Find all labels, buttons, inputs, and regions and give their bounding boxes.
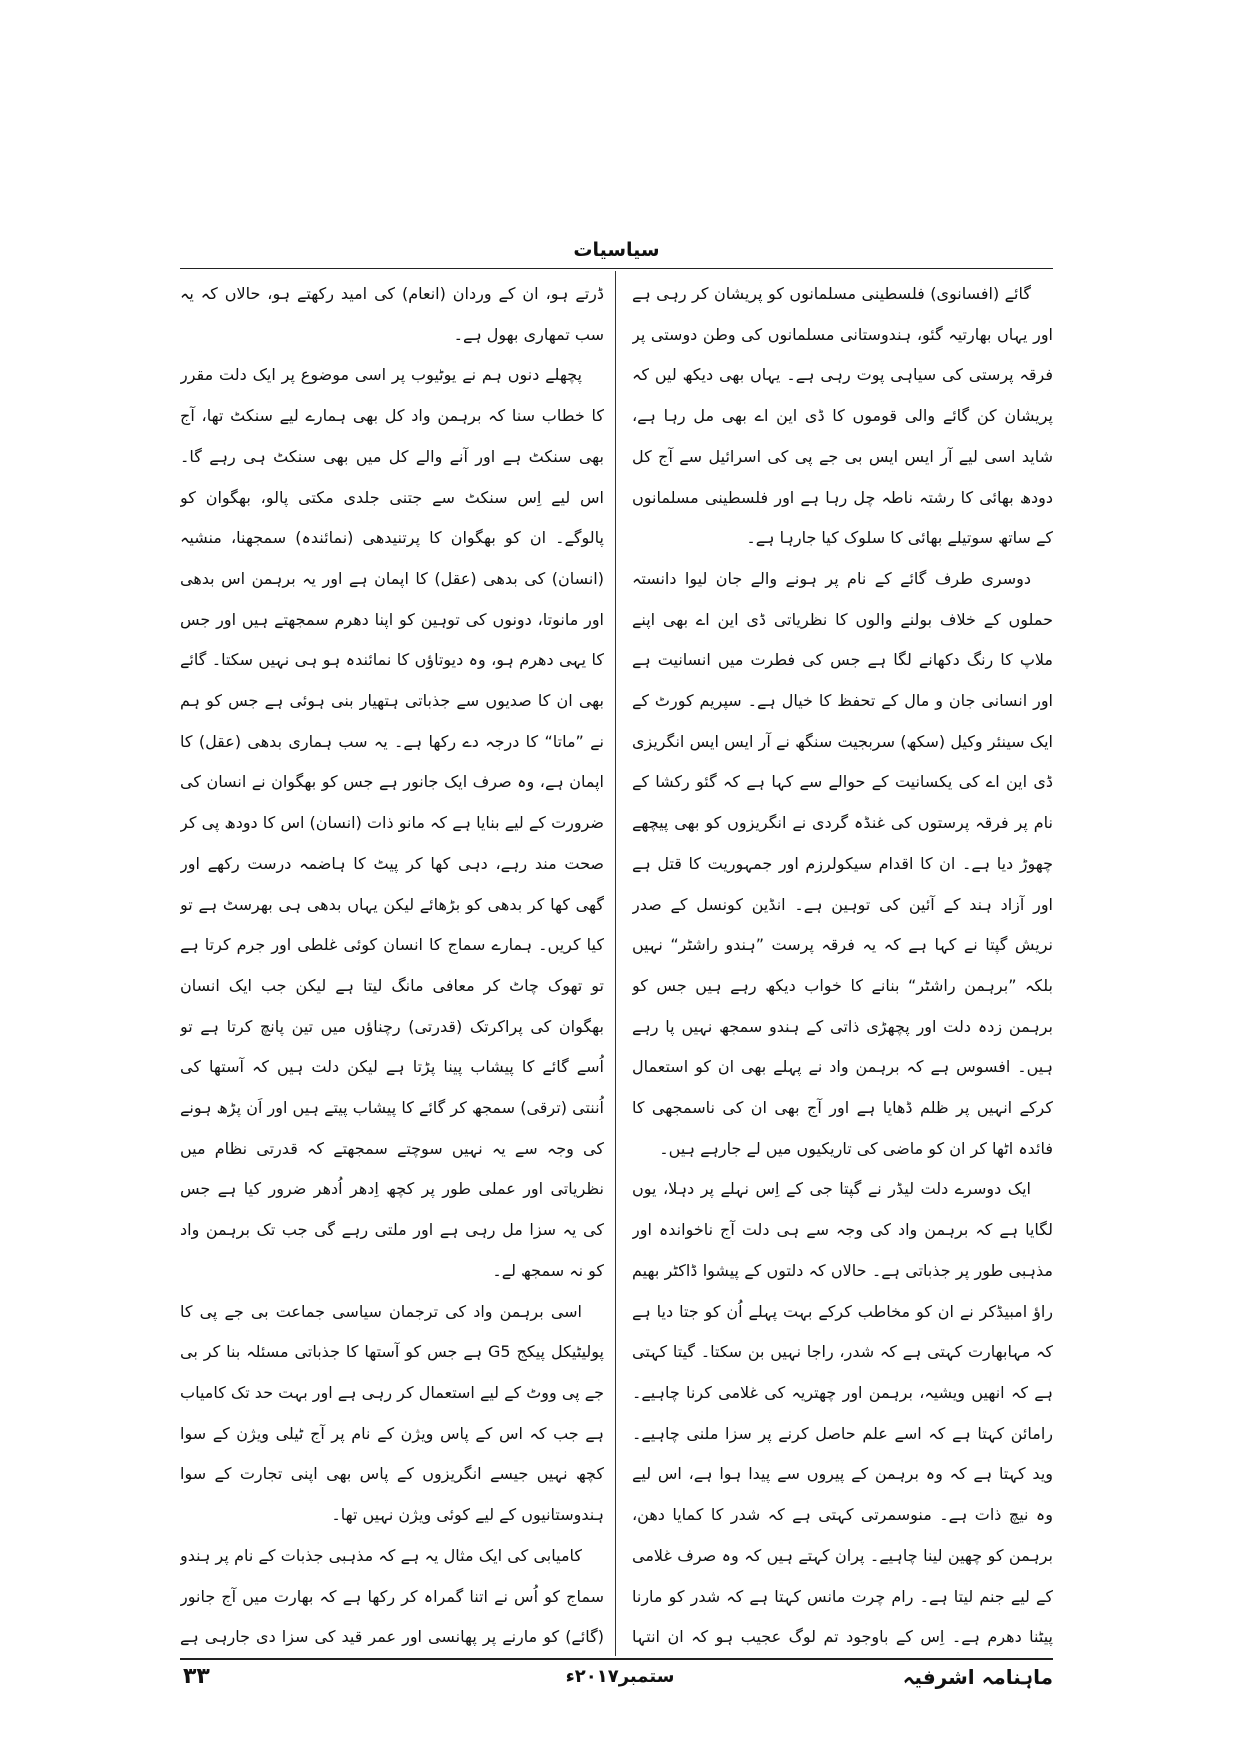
header-rule xyxy=(180,268,1053,269)
left-paragraph-1: ڈرتے ہو، ان کے وردان (انعام) کی امید رکھتے ہو، حالاں کہ یہ سب تمھاری بھول ہے۔ xyxy=(180,284,604,344)
left-column xyxy=(180,274,604,1654)
footer-rule xyxy=(180,1658,1053,1660)
right-paragraph-2: دوسری طرف گائے کے نام پر ہونے والے جان لیوا دانستہ حملوں کے خلاف بولنے والوں کا نظریاتی ڈی این اے بھی اپنے ملاپ کا رنگ دکھانے لگا ہے جس کی فطرت میں انسانیت ہے اور انسانی جان و مال کے تحفظ کا خیال ہے۔ سپریم کورٹ کے ایک سینئر وکیل (سکھ) سربجیت سنگھ نے آر ایس ایس انگریزی ڈی این اے کی یکسانیت کے حوالے سے کہا ہے کہ گئو رکشا کے نام پر فرقہ پرستوں کی غنڈہ گردی نے انگریزوں کو بھی پیچھے چھوڑ دیا ہے۔ ان کا اقدام سیکولرزم اور جمہوریت کا قتل ہے اور آزاد ہند کے آئین کی توہین ہے۔ انڈین کونسل کے صدر نریش گپتا نے کہا ہے کہ یہ فرقہ پرست ”ہندو راشٹر“ نہیں بلکہ ”برہمن راشٹر“ بنانے کا خواب دیکھ رہے ہیں جس کو برہمن زدہ دلت اور پچھڑی ذاتی کے ہندو سمجھ نہیں پا رہے ہیں۔ افسوس ہے کہ برہمن واد نے پہلے بھی ان کو استعمال کرکے انہیں پر ظلم ڈھایا ہے اور آج بھی ان کی ناسمجھی کا فائدہ اٹھا کر ان کو ماضی کی تاریکیوں میں لے جارہے ہیں۔ xyxy=(632,568,1053,1158)
footer-issue-date: ستمبر۲۰۱۷ء xyxy=(565,1666,675,1687)
right-column xyxy=(632,274,1053,1654)
section-title: سیاسیات xyxy=(573,239,660,261)
footer-magazine-name: ماہنامہ اشرفیہ xyxy=(902,1665,1053,1689)
left-paragraph-4: کامیابی کی ایک مثال یہ ہے کہ مذہبی جذبات کے نام پر ہندو سماج کو اُس نے اتنا گمراہ کر رکھا ہے کہ بھارت میں آج جانور (گائے) کو مارنے پر پھانسی اور عمر قید کی سزا دی جارہی ہے xyxy=(180,1545,604,1647)
column-divider xyxy=(615,271,616,1656)
right-paragraph-1: گائے (افسانوی) فلسطینی مسلمانوں کو پریشان کر رہی ہے اور یہاں بھارتیہ گئو، ہندوستانی مسلمانوں کی وطن دوستی پر فرقہ پرستی کی سیاہی پوت رہی ہے۔ یہاں بھی دیکھ لیں کہ پریشان کن گائے والی قوموں کا ڈی این اے بھی مل رہا ہے، شاید اسی لیے آر ایس ایس بی جے پی کی اسرائیل سے آج کل دودھ بھائی کا رشتہ ناطہ چل رہا ہے اور فلسطینی مسلمانوں کے ساتھ سوتیلے بھائی کا سلوک کیا جارہا ہے۔ xyxy=(632,284,1053,548)
left-paragraph-2: پچھلے دنوں ہم نے یوٹیوب پر اسی موضوع پر ایک دلت مقرر کا خطاب سنا کہ برہمن واد کل بھی ہمارے لیے سنکٹ تھا، آج بھی سنکٹ ہے اور آنے والے کل میں بھی سنکٹ ہی رہے گا۔ اس لیے اِس سنکٹ سے جتنی جلدی مکتی پالو، بھگوان کو پالوگے۔ ان کو بھگوان کا پرتنیدھی (نمائندہ) سمجھنا، منشیہ (انسان) کی بدھی (عقل) کا اپمان ہے اور یہ برہمن اس بدھی اور مانوتا، دونوں کی توہین کو اپنا دھرم سمجھتے ہیں اور جس کا یہی دھرم ہو، وہ دیوتاؤں کا نمائندہ ہو ہی نہیں سکتا۔ گائے بھی ان کا صدیوں سے جذباتی ہتھیار بنی ہوئی ہے جس کو ہم نے ”ماتا“ کا درجہ دے رکھا ہے۔ یہ سب ہماری بدھی (عقل) کا اپمان ہے، وہ صرف ایک جانور ہے جس کو بھگوان نے انسان کی ضرورت کے لیے بنایا ہے کہ مانو ذات (انسان) اس کا دودھ پی کر صحت مند رہے، دہی کھا کر پیٹ کا ہاضمہ درست رکھے اور گھی کھا کر بدھی کو بڑھائے لیکن یہاں بدھی ہی بھرسٹ ہے تو کیا کریں۔ ہمارے سماج کا انسان کوئی غلطی اور جرم کرتا ہے تو تھوک چاٹ کر معافی مانگ لیتا ہے لیکن جب ایک انسان بھگوان کی پراکرتک (قدرتی) رچناؤں میں تین پانچ کرتا ہے تو اُسے گائے کا پیشاب پینا پڑتا ہے لیکن دلت ہیں کہ آستھا کی اُننتی (ترقی) سمجھ کر گائے کا پیشاب پیتے ہیں اور اَن پڑھ ہونے کی وجہ سے یہ نہیں سوچتے سمجھتے کہ قدرتی نظام میں نظریاتی اور عملی طور پر کچھ اِدھر اُدھر ضرور کیا ہے جس کی یہ سزا مل رہی ہے اور ملتی رہے گی جب تک برہمن واد کو نہ سمجھ لے۔ xyxy=(180,365,604,1280)
footer-page-number: ۳۳ xyxy=(183,1664,210,1689)
right-paragraph-3: ایک دوسرے دلت لیڈر نے گپتا جی کے اِس نہلے پر دہلا، یوں لگایا ہے کہ برہمن واد کی وجہ سے ہی دلت آج ناخواندہ اور مذہبی طور پر جذباتی ہے۔ حالاں کہ دلتوں کے پیشوا ڈاکٹر بھیم راؤ امبیڈکر نے ان کو مخاطب کرکے بہت پہلے اُن کو جتا دیا ہے کہ مہابھارت کہتی ہے کہ شدر، راجا نہیں بن سکتا۔ گیتا کہتی ہے کہ انھیں ویشیہ، برہمن اور چھتریہ کی غلامی کرنا چاہیے۔ رامائن کہتا ہے کہ اسے علم حاصل کرنے پر سزا ملنی چاہیے۔ وید کہتا ہے کہ وہ برہمن کے پیروں سے پیدا ہوا ہے، اس لیے وہ نیچ ذات ہے۔ منوسمرتی کہتی ہے کہ شدر کا کمایا دھن، برہمن کو چھین لینا چاہیے۔ پران کہتے ہیں کہ وہ صرف غلامی کے لیے جنم لیتا ہے۔ رام چرت مانس کہتا ہے کہ شدر کو مارنا پیٹنا دھرم ہے۔ اِس کے باوجود تم لوگ عجیب ہو کہ ان انتہا xyxy=(632,1179,1053,1647)
left-paragraph-3: اسی برہمن واد کی ترجمان سیاسی جماعت بی جے پی کا پولیٹیکل پیکج G5 ہے جس کو آستھا کا جذباتی مسئلہ بنا کر بی جے پی ووٹ کے لیے استعمال کر رہی ہے اور بہت حد تک کامیاب ہے جب کہ اس کے پاس ویژن کے نام پر آج ٹیلی ویژن کے سوا کچھ نہیں جیسے انگریزوں کے پاس بھی اپنی تجارت کے سوا ہندوستانیوں کے لیے کوئی ویژن نہیں تھا۔ xyxy=(180,1301,604,1525)
